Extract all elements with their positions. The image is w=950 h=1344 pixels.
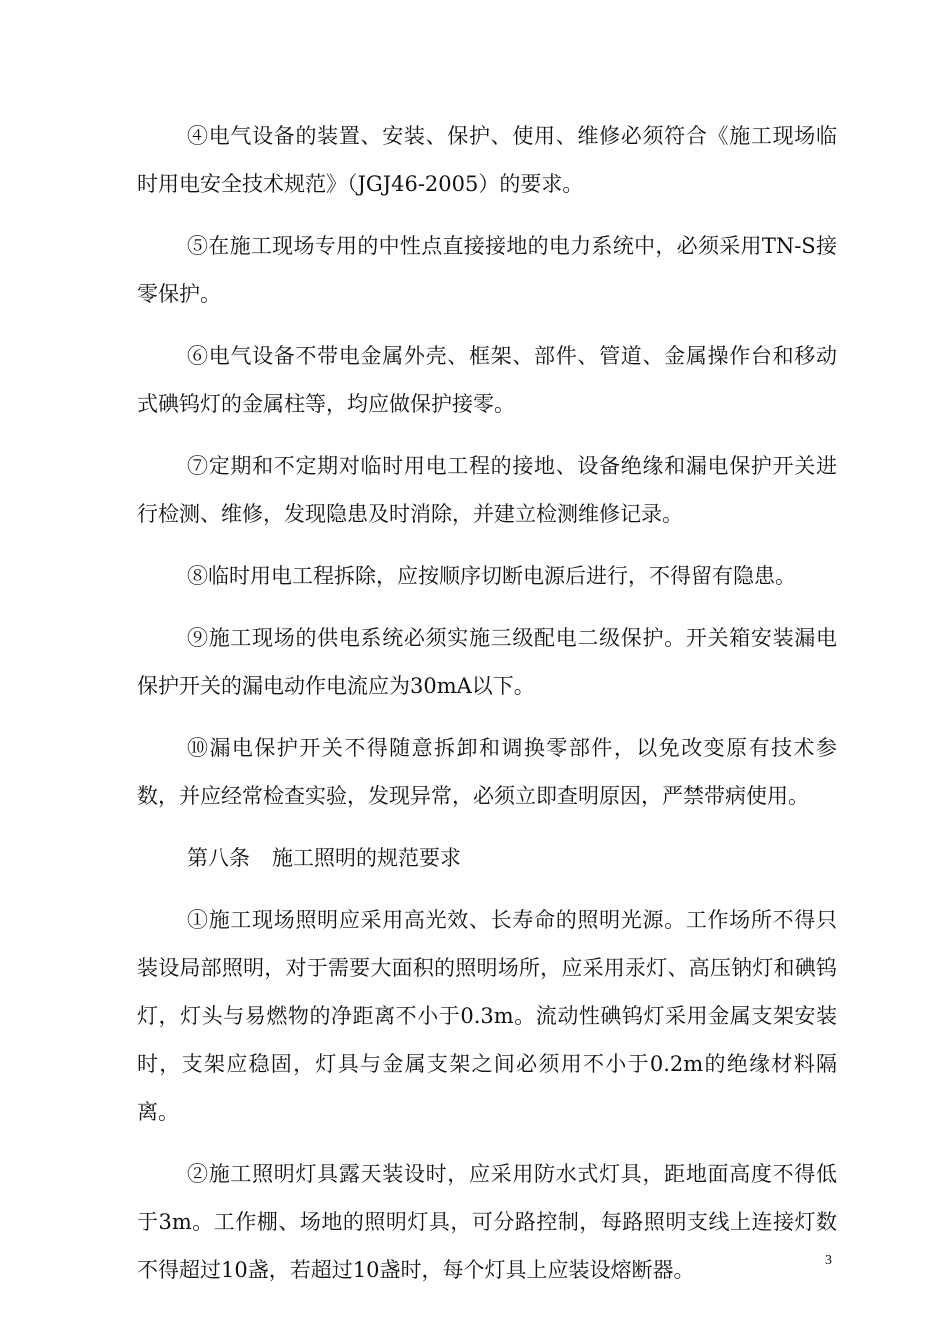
paragraph-item-4: ④电气设备的装置、安装、保护、使用、维修必须符合《施工现场临时用电安全技术规范》（JGJ46-2005）的要求。 [137, 124, 837, 196]
section-heading [137, 834, 837, 882]
paragraph-item-10: ⑩漏电保护开关不得随意拆卸和调换零部件，以免改变原有技术参数，并应经常检查实验，发现异常，必须立即查明原因，严禁带病使用。 [137, 736, 837, 808]
lighting-paragraph-2: ②施工照明灯具露天装设时，应采用防水式灯具，距地面高度不得低于3m。工作棚、场地的照明灯具，可分路控制，每路照明支线上连接灯数不得超过10盏，若超过10盏时，每个灯具上应装设熔断器。 [137, 1162, 837, 1282]
page-number: 3 [825, 1253, 832, 1268]
paragraph-item-6: ⑥电气设备不带电金属外壳、框架、部件、管道、金属操作台和移动式碘钨灯的金属柱等，均应做保护接零。 [137, 344, 837, 416]
paragraph-item-8: ⑧临时用电工程拆除，应按顺序切断电源后进行，不得留有隐患。 [187, 564, 796, 588]
section-article-number: 第八条 [187, 846, 250, 870]
paragraph-item-5: ⑤在施工现场专用的中性点直接接地的电力系统中，必须采用TN-S接零保护。 [137, 234, 837, 306]
page-body [137, 112, 837, 1308]
paragraph-item-9: ⑨施工现场的供电系统必须实施三级配电二级保护。开关箱安装漏电保护开关的漏电动作电流应为30mA以下。 [137, 626, 837, 698]
section-title: 施工照明的规范要求 [272, 846, 461, 870]
lighting-paragraph-1: ①施工现场照明应采用高光效、长寿命的照明光源。工作场所不得只装设局部照明，对于需要大面积的照明场所，应采用汞灯、高压钠灯和碘钨灯，灯头与易燃物的净距离不小于0.3m。流动性碘钨灯采用金属支架安装时，支架应稳固，灯具与金属支架之间必须用不小于0.2m的绝缘材料隔离。 [137, 908, 837, 1124]
paragraph-item-7: ⑦定期和不定期对临时用电工程的接地、设备绝缘和漏电保护开关进行检测、维修，发现隐患及时消除，并建立检测维修记录。 [137, 454, 837, 526]
